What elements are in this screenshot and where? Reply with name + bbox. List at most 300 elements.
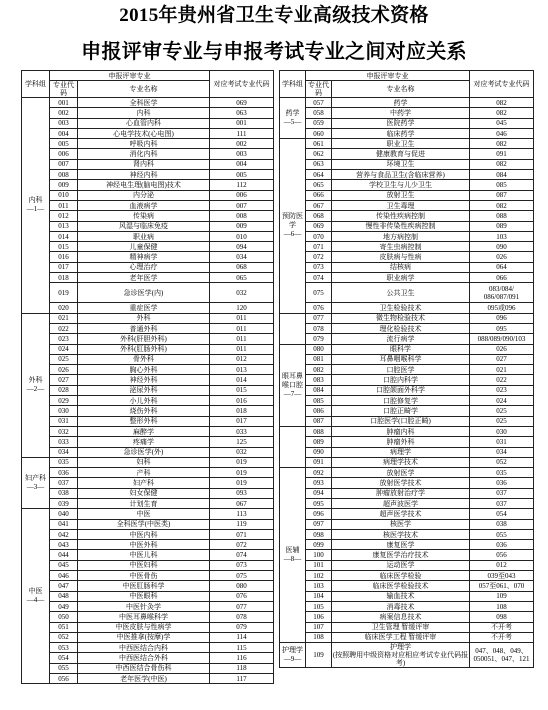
spec-name-cell: 全科医学(中医类): [78, 519, 210, 529]
exam-code-cell: 022: [470, 375, 534, 385]
spec-name-cell: 传染性疾病控制: [332, 211, 470, 221]
spec-code-cell: 083: [306, 375, 332, 385]
table-row: [280, 509, 534, 519]
spec-code-cell: 049: [50, 601, 78, 611]
table-row: [280, 365, 534, 375]
exam-code-cell: 026: [470, 252, 534, 262]
spec-code-cell: 036: [50, 468, 78, 478]
header-spec-name: 专业名称: [332, 81, 470, 98]
exam-code-cell: 005: [210, 170, 274, 180]
spec-code-cell: 052: [50, 632, 78, 642]
table-row: [22, 273, 274, 283]
exam-code-cell: 011: [210, 323, 274, 333]
table-row: [22, 262, 274, 272]
spec-code-cell: 078: [306, 323, 332, 333]
spec-code-cell: 019: [50, 283, 78, 303]
table-row: [22, 211, 274, 221]
table-row: [22, 283, 274, 303]
spec-name-cell: 核医学: [332, 519, 470, 529]
table-row: [22, 488, 274, 498]
exam-code-cell: 077: [210, 601, 274, 611]
spec-name-cell: 医院药学: [332, 118, 470, 128]
spec-code-cell: 058: [306, 108, 332, 118]
spec-code-cell: 106: [306, 612, 332, 622]
table-row: [280, 344, 534, 354]
spec-code-cell: 079: [306, 334, 332, 344]
exam-code-cell: 004: [210, 159, 274, 169]
spec-name-cell: 计划生育: [78, 498, 210, 508]
spec-code-cell: 089: [306, 437, 332, 447]
spec-code-cell: 040: [50, 509, 78, 519]
spec-name-cell: 放射卫生: [332, 190, 470, 200]
exam-code-cell: 095: [470, 323, 534, 333]
spec-name-cell: 中药学: [332, 108, 470, 118]
table-row: [22, 653, 274, 663]
spec-code-cell: 096: [306, 509, 332, 519]
table-row: [280, 375, 534, 385]
spec-name-cell: 职业病: [78, 231, 210, 241]
table-row: [22, 581, 274, 591]
spec-code-cell: 006: [50, 149, 78, 159]
spec-code-cell: 020: [50, 303, 78, 313]
table-row: [280, 612, 534, 622]
exam-code-cell: 011: [210, 313, 274, 323]
exam-code-cell: 111: [210, 128, 274, 138]
exam-code-cell: 066: [470, 273, 534, 283]
spec-code-cell: 018: [50, 273, 78, 283]
spec-name-cell: 急诊医学(外): [78, 447, 210, 457]
spec-code-cell: 025: [50, 354, 78, 364]
exam-code-cell: 103: [470, 231, 534, 241]
spec-code-cell: 022: [50, 323, 78, 333]
spec-code-cell: 102: [306, 571, 332, 581]
exam-code-cell: 078: [210, 612, 274, 622]
table-row: [22, 354, 274, 364]
spec-code-cell: 007: [50, 159, 78, 169]
table-row: [280, 632, 534, 642]
spec-name-cell: 普通外科: [78, 323, 210, 333]
table-row: [22, 242, 274, 252]
exam-code-cell: 089: [470, 221, 534, 231]
spec-name-cell: 肿瘤外科: [332, 437, 470, 447]
table-row: [280, 519, 534, 529]
spec-name-cell: 皮肤病与性病: [332, 252, 470, 262]
spec-name-cell: 超声医学技术: [332, 509, 470, 519]
spec-code-cell: 003: [50, 118, 78, 128]
spec-code-cell: 050: [50, 612, 78, 622]
spec-name-cell: 麻醉学: [78, 426, 210, 436]
exam-code-cell: 118: [210, 663, 274, 673]
spec-code-cell: 085: [306, 396, 332, 406]
spec-code-cell: 053: [50, 643, 78, 653]
table-row: [280, 488, 534, 498]
table-row: [280, 560, 534, 570]
table-row: [280, 98, 534, 108]
spec-name-cell: 骨外科: [78, 354, 210, 364]
spec-name-cell: 外科(肝胆外科): [78, 334, 210, 344]
spec-code-cell: 093: [306, 478, 332, 488]
table-row: [22, 180, 274, 190]
spec-name-cell: 结核病: [332, 262, 470, 272]
spec-code-cell: 103: [306, 581, 332, 591]
exam-code-cell: 075: [210, 571, 274, 581]
table-row: [280, 128, 534, 138]
exam-code-cell: 120: [210, 303, 274, 313]
exam-code-cell: 093: [210, 488, 274, 498]
spec-name-cell: 儿童保健: [78, 242, 210, 252]
exam-code-cell: 084: [470, 170, 534, 180]
table-row: [22, 478, 274, 488]
exam-code-cell: 011: [210, 344, 274, 354]
table-row: [280, 468, 534, 478]
exam-code-cell: 095或096: [470, 303, 534, 313]
table-row: [22, 396, 274, 406]
table-row: [22, 385, 274, 395]
table-row: [22, 159, 274, 169]
spec-code-cell: 075: [306, 283, 332, 303]
exam-code-cell: 006: [210, 190, 274, 200]
spec-name-cell: 卫生管理 暂缓评审: [332, 622, 470, 632]
exam-code-cell: 010: [210, 231, 274, 241]
table-row: [280, 200, 534, 210]
exam-code-cell: 023: [470, 385, 534, 395]
spec-name-cell: 放射医学: [332, 468, 470, 478]
table-row: [22, 509, 274, 519]
discipline-group-cell: 预防医学 —6—: [280, 139, 306, 313]
table-row: [280, 108, 534, 118]
spec-name-cell: 超声波医学: [332, 498, 470, 508]
exam-code-cell: 108: [470, 601, 534, 611]
table-row: [22, 612, 274, 622]
table-row: [22, 468, 274, 478]
table-row: [22, 170, 274, 180]
exam-code-cell: 113: [210, 509, 274, 519]
spec-code-cell: 063: [306, 159, 332, 169]
spec-name-cell: 消化内科: [78, 149, 210, 159]
discipline-group-cell: 中医 —4—: [22, 509, 50, 684]
spec-code-cell: 048: [50, 591, 78, 601]
spec-name-cell: 传染病: [78, 211, 210, 221]
table-row: [280, 354, 534, 364]
spec-code-cell: 056: [50, 674, 78, 684]
spec-name-cell: 口腔修复学: [332, 396, 470, 406]
exam-code-cell: 036: [470, 540, 534, 550]
exam-code-cell: 125: [210, 437, 274, 447]
table-row: [280, 159, 534, 169]
exam-code-cell: 012: [470, 560, 534, 570]
spec-name-cell: 产科: [78, 468, 210, 478]
spec-name-cell: 临床医学工程 暂缓评审: [332, 632, 470, 642]
spec-code-cell: 008: [50, 170, 78, 180]
spec-name-cell: 耳鼻咽喉科学: [332, 354, 470, 364]
spec-code-cell: 030: [50, 406, 78, 416]
spec-code-cell: 021: [50, 313, 78, 323]
spec-code-cell: 031: [50, 416, 78, 426]
table-row: [280, 447, 534, 457]
spec-name-cell: 疼痛学: [78, 437, 210, 447]
spec-name-cell: 学校卫生与儿少卫生: [332, 180, 470, 190]
exam-code-cell: 055: [470, 529, 534, 539]
exam-code-cell: 079: [210, 622, 274, 632]
spec-code-cell: 072: [306, 252, 332, 262]
spec-code-cell: 005: [50, 139, 78, 149]
exam-code-cell: 034: [470, 447, 534, 457]
spec-name-cell: 健康教育与促进: [332, 149, 470, 159]
exam-code-cell: 不开考: [470, 622, 534, 632]
exam-code-cell: 021: [470, 365, 534, 375]
discipline-group-cell: 外科 —2—: [22, 313, 50, 457]
exam-code-cell: 091: [470, 149, 534, 159]
spec-name-cell: 精神病学: [78, 252, 210, 262]
spec-name-cell: 口腔医学(口腔正畸): [332, 416, 470, 426]
page-title-line-2: 申报评审专业与申报考试专业之间对应关系: [81, 41, 467, 63]
exam-code-cell: 032: [210, 447, 274, 457]
exam-code-cell: 076: [210, 591, 274, 601]
spec-name-cell: 呼吸内科: [78, 139, 210, 149]
spec-name-cell: 理化检验技术: [332, 323, 470, 333]
spec-code-cell: 057: [306, 98, 332, 108]
table-row: [280, 283, 534, 303]
spec-name-cell: 内分泌: [78, 190, 210, 200]
spec-name-cell: 血液病学: [78, 200, 210, 210]
exam-code-cell: 056: [470, 550, 534, 560]
exam-code-cell: 011: [210, 334, 274, 344]
spec-code-cell: 100: [306, 550, 332, 560]
spec-name-cell: 输血技术: [332, 591, 470, 601]
spec-name-cell: 职业卫生: [332, 139, 470, 149]
spec-code-cell: 045: [50, 560, 78, 570]
spec-name-cell: 放射医学技术: [332, 478, 470, 488]
header-discipline: 学科组: [280, 71, 306, 98]
spec-name-cell: 口腔医学: [332, 365, 470, 375]
spec-name-cell: 核医学技术: [332, 529, 470, 539]
spec-code-cell: 095: [306, 498, 332, 508]
spec-name-cell: 康复医学: [332, 540, 470, 550]
table-row: [22, 252, 274, 262]
table-row: [22, 139, 274, 149]
exam-code-cell: 082: [470, 159, 534, 169]
exam-code-cell: 083/084/ 086/087/091: [470, 283, 534, 303]
table-row: [22, 190, 274, 200]
spec-name-cell: 烧伤外科: [78, 406, 210, 416]
spec-name-cell: 微生物检验技术: [332, 313, 470, 323]
spec-name-cell: 消毒技术: [332, 601, 470, 611]
exam-code-cell: 019: [210, 478, 274, 488]
spec-name-cell: 临床医学检验技术: [332, 581, 470, 591]
table-row: [280, 601, 534, 611]
spec-code-cell: 041: [50, 519, 78, 529]
exam-code-cell: 031: [470, 437, 534, 447]
exam-code-cell: 037: [470, 488, 534, 498]
exam-code-cell: 032: [210, 283, 274, 303]
spec-name-cell: 神经外科: [78, 375, 210, 385]
spec-code-cell: 016: [50, 252, 78, 262]
exam-code-cell: 071: [210, 529, 274, 539]
spec-name-cell: 卫生检验技术: [332, 303, 470, 313]
table-row: [280, 426, 534, 436]
spec-name-cell: 肿瘤放射治疗学: [332, 488, 470, 498]
table-row: [22, 344, 274, 354]
discipline-group-cell: [280, 426, 306, 467]
exam-code-cell: 046: [470, 128, 534, 138]
spec-name-cell: 寄生虫病控制: [332, 242, 470, 252]
exam-code-cell: 001: [210, 118, 274, 128]
exam-code-cell: 098: [470, 612, 534, 622]
spec-name-cell: 神经内科: [78, 170, 210, 180]
table-row: [280, 478, 534, 488]
spec-code-cell: 067: [306, 200, 332, 210]
page-title-line-1: 2015年贵州省卫生专业高级技术资格: [119, 5, 429, 26]
exam-code-cell: 057至061、070: [470, 581, 534, 591]
table-row: [280, 385, 534, 395]
table-row: [22, 149, 274, 159]
exam-code-cell: 085: [470, 180, 534, 190]
table-row: [280, 231, 534, 241]
spec-code-cell: 090: [306, 447, 332, 457]
discipline-group-cell: 眼耳鼻喉口腔 —7—: [280, 344, 306, 426]
spec-code-cell: 109: [306, 643, 332, 668]
spec-name-cell: 泌尿外科: [78, 385, 210, 395]
spec-code-cell: 059: [306, 118, 332, 128]
table-row: [22, 323, 274, 333]
spec-name-cell: 全科医学: [78, 98, 210, 108]
exam-code-cell: 065: [210, 273, 274, 283]
table-row: [280, 242, 534, 252]
exam-code-cell: 082: [470, 139, 534, 149]
spec-code-cell: 009: [50, 180, 78, 190]
exam-code-cell: 024: [470, 396, 534, 406]
header-exam-code: 对应考试专业代码: [210, 71, 274, 98]
spec-code-cell: 107: [306, 622, 332, 632]
spec-name-cell: 整形外科: [78, 416, 210, 426]
header-spec-name: 专业名称: [78, 81, 210, 98]
exam-code-cell: 015: [210, 385, 274, 395]
spec-name-cell: 职业病学: [332, 273, 470, 283]
table-row: [280, 406, 534, 416]
table-row: [280, 571, 534, 581]
exam-code-cell: 045: [470, 118, 534, 128]
exam-code-cell: 080: [210, 581, 274, 591]
table-row: [22, 601, 274, 611]
spec-code-cell: 076: [306, 303, 332, 313]
exam-code-cell: 047、048、049、 050051、047、121: [470, 643, 534, 668]
spec-name-cell: 康复医学治疗技术: [332, 550, 470, 560]
header-discipline: 学科组: [22, 71, 50, 98]
spec-name-cell: 地方病控制: [332, 231, 470, 241]
spec-code-cell: 065: [306, 180, 332, 190]
spec-name-cell: 老年医学: [78, 273, 210, 283]
spec-code-cell: 104: [306, 591, 332, 601]
table-row: [280, 437, 534, 447]
table-row: [22, 98, 274, 108]
spec-name-cell: 运动医学: [332, 560, 470, 570]
spec-name-cell: 营养与食品卫生(含临床营养): [332, 170, 470, 180]
spec-name-cell: 心电学技术(心电图): [78, 128, 210, 138]
spec-name-cell: 口腔颌面外科学: [332, 385, 470, 395]
spec-name-cell: 病理学技术: [332, 457, 470, 467]
table-row: [22, 560, 274, 570]
spec-code-cell: 086: [306, 406, 332, 416]
spec-code-cell: 098: [306, 529, 332, 539]
exam-code-cell: 073: [210, 560, 274, 570]
discipline-group-cell: [280, 313, 306, 344]
table-row: [280, 643, 534, 668]
table-row: [280, 273, 534, 283]
spec-code-cell: 071: [306, 242, 332, 252]
spec-name-cell: 中医内科: [78, 529, 210, 539]
table-row: [22, 632, 274, 642]
spec-name-cell: 妇女保健: [78, 488, 210, 498]
exam-code-cell: 034: [210, 252, 274, 262]
spec-name-cell: 眼科学: [332, 344, 470, 354]
spec-name-cell: 外科: [78, 313, 210, 323]
spec-code-cell: 094: [306, 488, 332, 498]
table-row: [280, 457, 534, 467]
spec-name-cell: 病理学: [332, 447, 470, 457]
table-row: [22, 622, 274, 632]
spec-name-cell: 卫生毒理: [332, 200, 470, 210]
exam-code-cell: 088: [470, 211, 534, 221]
discipline-group-cell: 医辅 —8—: [280, 468, 306, 643]
exam-code-cell: 008: [210, 211, 274, 221]
exam-code-cell: 088/089/090/103: [470, 334, 534, 344]
exam-code-cell: 116: [210, 653, 274, 663]
table-row: [280, 170, 534, 180]
spec-code-cell: 080: [306, 344, 332, 354]
spec-code-cell: 011: [50, 200, 78, 210]
discipline-group-cell: 内科 —1—: [22, 98, 50, 314]
spec-code-cell: 023: [50, 334, 78, 344]
exam-code-cell: 082: [470, 108, 534, 118]
table-row: [22, 231, 274, 241]
exam-code-cell: 033: [210, 426, 274, 436]
spec-code-cell: 038: [50, 488, 78, 498]
table-row: [22, 663, 274, 673]
spec-code-cell: 014: [50, 231, 78, 241]
table-row: [280, 550, 534, 560]
spec-code-cell: 004: [50, 128, 78, 138]
spec-code-cell: 084: [306, 385, 332, 395]
exam-code-cell: 002: [210, 139, 274, 149]
spec-name-cell: 妇科: [78, 457, 210, 467]
exam-code-cell: 082: [470, 200, 534, 210]
discipline-group-cell: 药学 —5—: [280, 98, 306, 139]
exam-code-cell: 112: [210, 180, 274, 190]
spec-code-cell: 028: [50, 385, 78, 395]
spec-code-cell: 054: [50, 653, 78, 663]
spec-name-cell: 中医骨伤: [78, 571, 210, 581]
spec-code-cell: 066: [306, 190, 332, 200]
exam-code-cell: 035: [470, 468, 534, 478]
spec-name-cell: 护理学 (按照聘用中级资格对应相应考试专业代码报考): [332, 643, 469, 668]
exam-code-cell: 013: [210, 365, 274, 375]
table-row: [280, 149, 534, 159]
spec-name-cell: 中医儿科: [78, 550, 210, 560]
table-row: [22, 313, 274, 323]
table-row: [22, 498, 274, 508]
table-row: [280, 396, 534, 406]
spec-name-cell: 神经电生理(脑电图)技术: [78, 180, 210, 190]
exam-code-cell: 114: [210, 632, 274, 642]
table-row: [22, 591, 274, 601]
spec-name-cell: 口腔内科学: [332, 375, 470, 385]
spec-name-cell: 风湿与临床免疫: [78, 221, 210, 231]
spec-code-cell: 074: [306, 273, 332, 283]
spec-name-cell: 急诊医学(内): [78, 283, 210, 303]
spec-name-cell: 中西医结合外科: [78, 653, 210, 663]
exam-code-cell: 018: [210, 406, 274, 416]
spec-code-cell: 081: [306, 354, 332, 364]
